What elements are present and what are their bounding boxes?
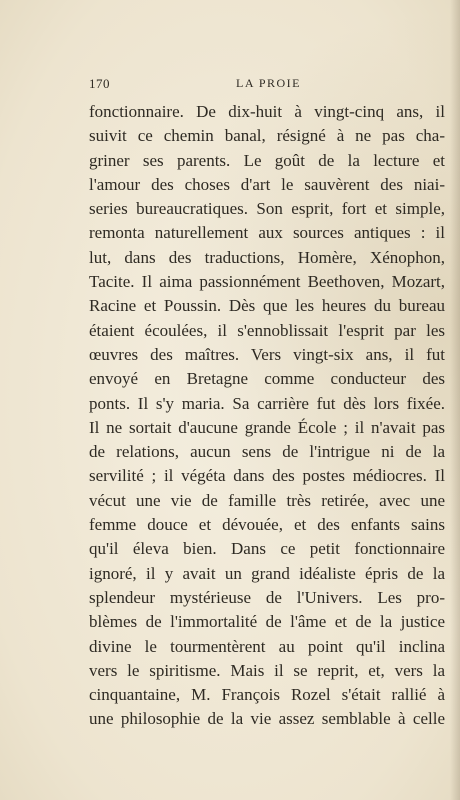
- text-line: qu'il éleva bien. Dans ce petit fonctionnaire: [89, 539, 445, 559]
- text-line: remonta naturellement aux sources antiques : il: [89, 223, 445, 243]
- page-edge-shadow: [450, 0, 460, 800]
- text-line: blèmes de l'immortalité de l'âme et de la justice: [89, 612, 445, 632]
- text-line: vers le spiritisme. Mais il se reprit, et, vers la: [89, 660, 445, 680]
- text-line: œuvres des maîtres. Vers vingt-six ans, il fut: [89, 344, 445, 364]
- text-line: Il ne sortait d'aucune grande École ; il n'avait pas: [89, 417, 445, 437]
- text-line: fonctionnaire. De dix-huit à vingt-cinq ans, il: [89, 102, 445, 121]
- text-line: griner ses parents. Le goût de la lecture et: [89, 150, 445, 170]
- running-head: LA PROIE: [236, 76, 302, 90]
- text-line: une philosophie de la vie assez semblable à celle: [89, 709, 445, 729]
- text-line: Racine et Poussin. Dès que les heures du bureau: [89, 296, 445, 316]
- text-line: l'amour des choses d'art le sauvèrent des niai-: [89, 174, 445, 194]
- text-line: servilité ; il végéta dans des postes médiocres. Il: [89, 466, 445, 486]
- text-line: femme douce et dévouée, et des enfants sains: [89, 515, 445, 535]
- text-line: splendeur mystérieuse de l'Univers. Les pro-: [89, 587, 445, 607]
- text-line: vécut une vie de famille très retirée, avec une: [89, 490, 445, 510]
- page-number: 170: [89, 76, 110, 91]
- page-header: [89, 76, 439, 98]
- text-line: cinquantaine, M. François Rozel s'était rallié à: [89, 685, 445, 705]
- text-line: lut, dans des traductions, Homère, Xénophon,: [89, 247, 445, 267]
- text-line: de relations, aucun sens de l'intrigue ni de la: [89, 442, 445, 462]
- text-line: series bureaucratiques. Son esprit, fort et simple,: [89, 199, 445, 219]
- text-line: divine le tourmentèrent au point qu'il inclina: [89, 636, 445, 656]
- text-line: Tacite. Il aima passionnément Beethoven, Mozart,: [89, 272, 445, 292]
- text-line: ignoré, il y avait un grand idéaliste épris de la: [89, 563, 445, 583]
- text-line: suivit ce chemin banal, résigné à ne pas cha-: [89, 126, 445, 146]
- text-line: envoyé en Bretagne comme conducteur des: [89, 369, 445, 389]
- body-text: [89, 100, 445, 732]
- text-line: étaient écoulées, il s'ennoblissait l'esprit par les: [89, 320, 445, 340]
- text-line: ponts. Il s'y maria. Sa carrière fut dès lors fixée.: [89, 393, 445, 413]
